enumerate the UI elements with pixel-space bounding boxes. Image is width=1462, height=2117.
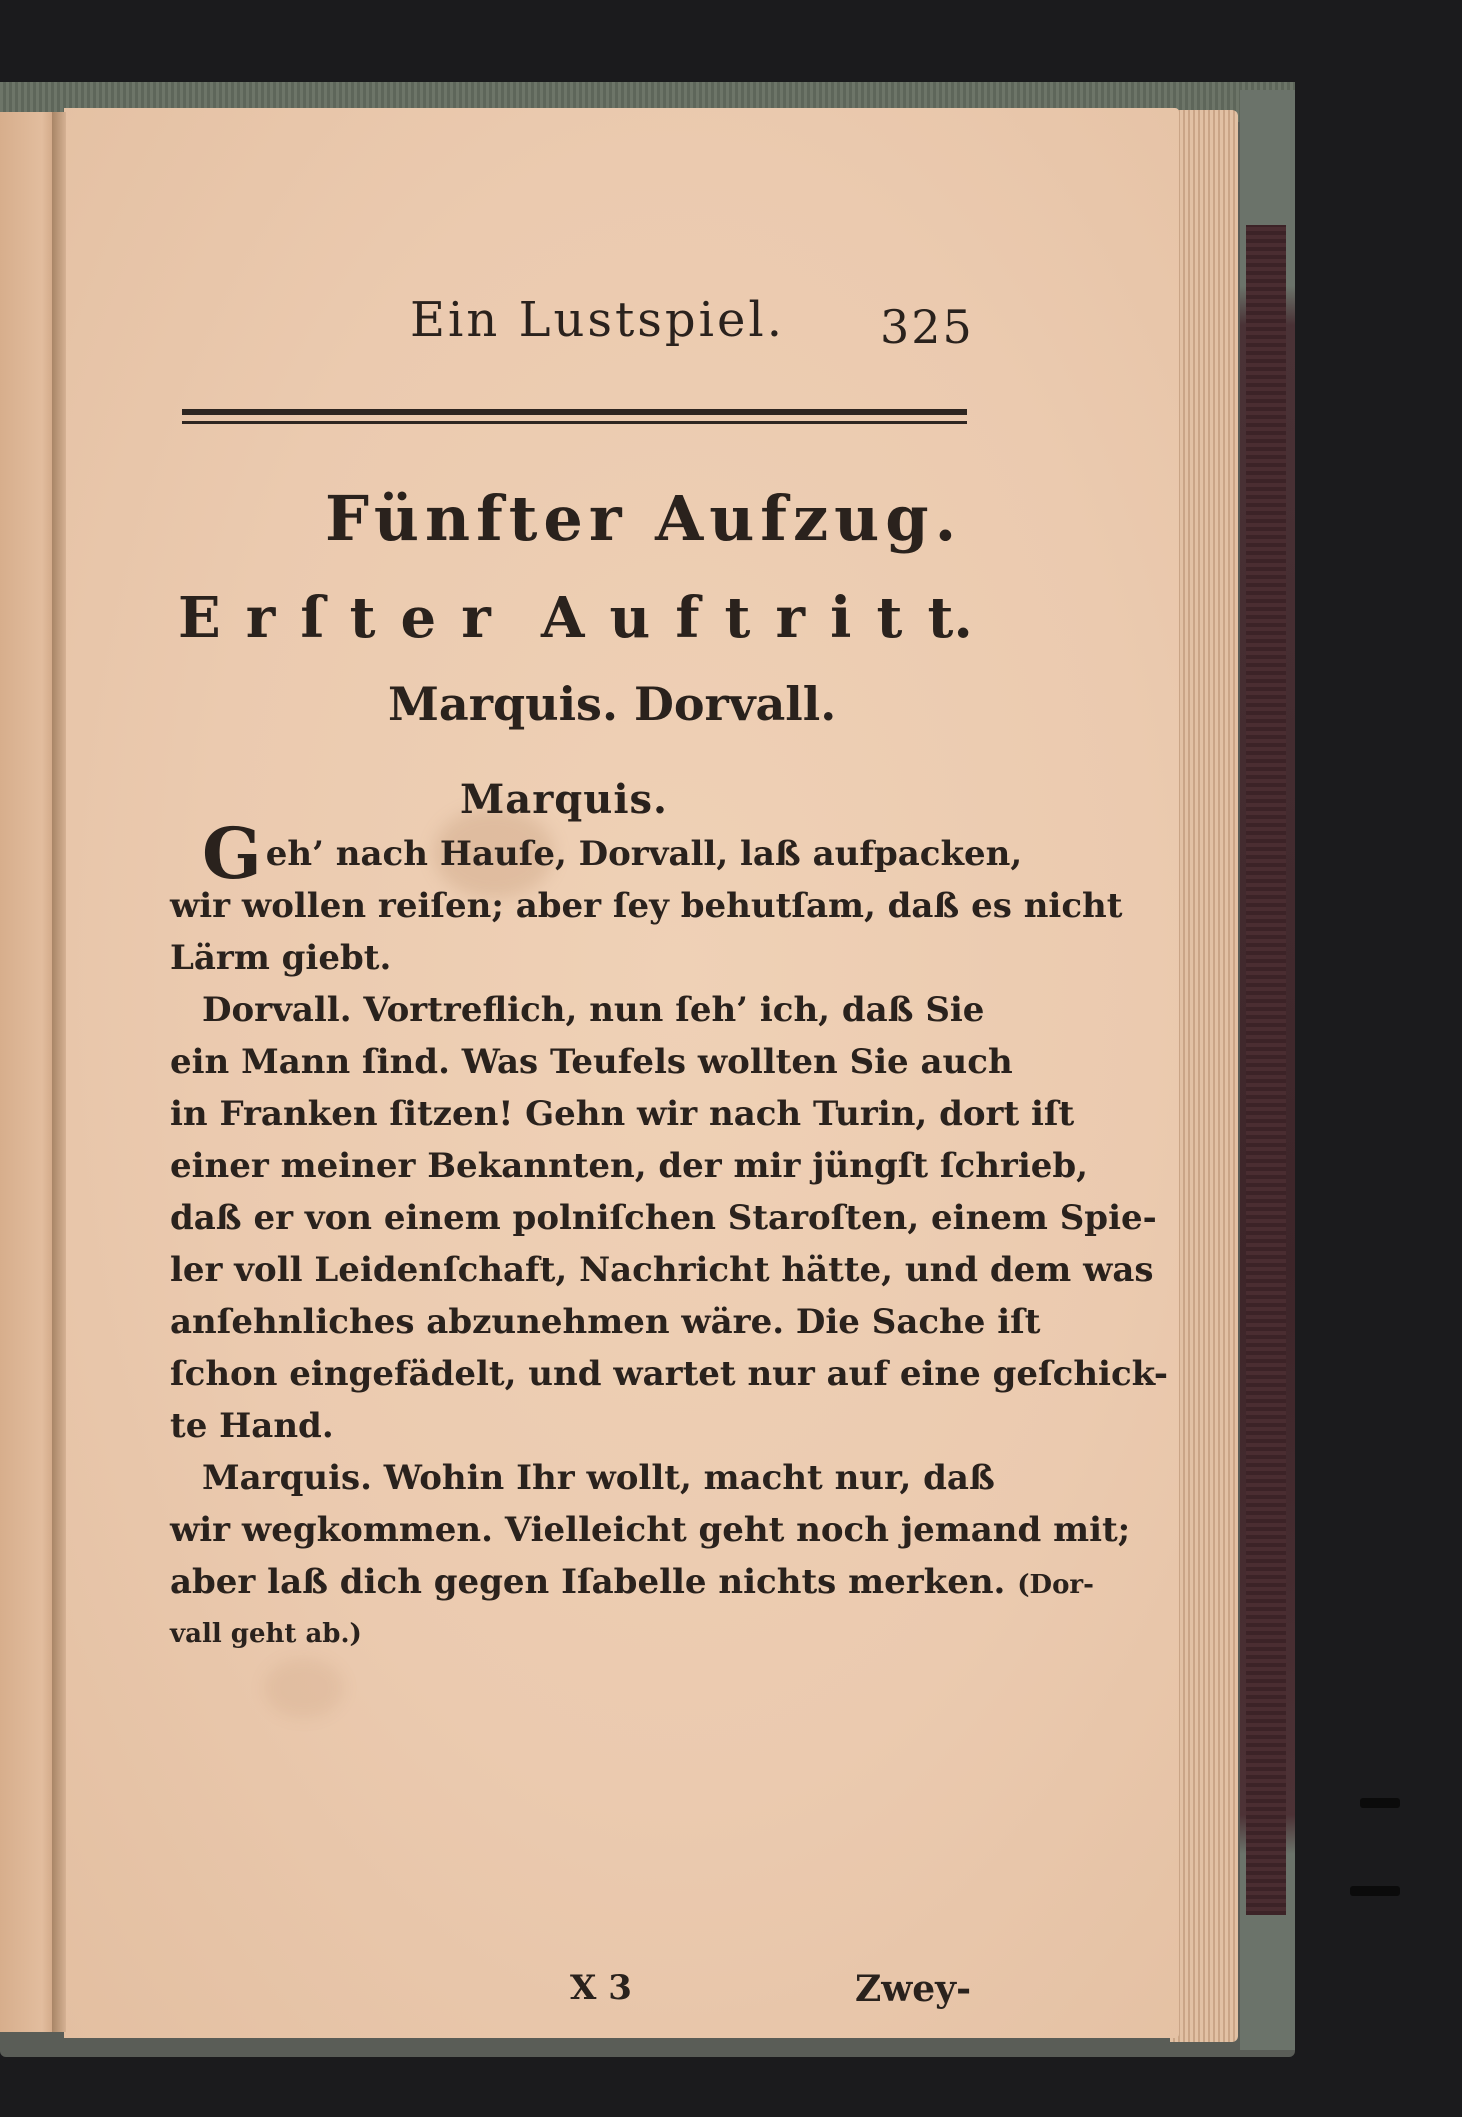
signature-mark: X 3 [570, 1968, 632, 2008]
edge-mark [1350, 1886, 1400, 1896]
text-line: wir wollen reiſen; aber ſey behutſam, daß es nicht [170, 886, 1123, 926]
spine-leather [1246, 225, 1286, 1915]
scene-heading-letter: r [461, 585, 491, 651]
body-text [170, 812, 1168, 1660]
scene-heading-letter: t [876, 585, 903, 651]
scene-heading-letter: i [830, 585, 852, 651]
scene-heading-letter: A [540, 585, 585, 651]
scene-heading-letter: e [400, 585, 437, 651]
page-number: 325 [880, 300, 974, 354]
text-line: Dorvall. Vortreflich, nun ſeh’ ich, daß Sie [202, 990, 985, 1030]
speaker-name: Marquis. [460, 776, 668, 823]
text-line: anſehnliches abzunehmen wäre. Die Sache iſt [170, 1302, 1041, 1342]
facing-page-edge [0, 112, 60, 2032]
stage-direction: (Dor- [1017, 1570, 1094, 1600]
header-rule-thin [182, 421, 967, 424]
scene-heading-letter: r [775, 585, 806, 651]
scene-heading-letter: t [724, 585, 751, 651]
text-line: ſchon eingefädelt, und wartet nur auf eine geſchick- [170, 1354, 1168, 1394]
text-line: ler voll Leidenſchaft, Nachricht hätte, und dem was [170, 1250, 1154, 1290]
text-line: Marquis. Wohin Ihr wollt, macht nur, daß [202, 1458, 995, 1498]
scene-heading-letter: t [349, 585, 376, 651]
text-line: ein Mann ſind. Was Teufels wollten Sie auch [170, 1042, 1013, 1082]
header-rule-thick [182, 409, 967, 415]
text-line [170, 1556, 1094, 1608]
page-block-edges [1170, 110, 1238, 2042]
catchword: Zwey- [855, 1968, 972, 2010]
scene-heading-letter: r [245, 585, 276, 651]
text-line-content: eh’ nach Hauſe, Dorvall, laß aufpacken, [265, 834, 1023, 874]
stage-direction: vall geht ab.) [170, 1619, 362, 1649]
running-head: Ein Lustspiel. [410, 292, 785, 348]
text-line: wir wegkommen. Vielleicht geht noch jemand mit; [170, 1510, 1131, 1550]
page-gutter [52, 112, 66, 2032]
scene-heading [178, 585, 973, 651]
scene-heading-letter: f [675, 585, 700, 651]
foxing-stain [264, 1658, 344, 1718]
text-line: in Franken ſitzen! Gehn wir nach Turin, dort iſt [170, 1094, 1075, 1134]
text-line: einer meiner Bekannten, der mir jüngſt ſchrieb, [170, 1146, 1088, 1186]
scene-heading-letter: E [178, 585, 221, 651]
scene-heading-letter: u [609, 585, 651, 651]
text-line: daß er von einem polniſchen Staroſten, einem Spie- [170, 1198, 1157, 1238]
text-line: Lärm giebt. [170, 938, 392, 978]
text-line [170, 812, 1023, 895]
drop-cap: G [202, 812, 262, 895]
edge-mark [1360, 1798, 1400, 1808]
text-line-content: aber laß dich gegen Iſabelle nichts merken. [170, 1562, 1006, 1602]
text-line: te Hand. [170, 1406, 334, 1446]
scene-heading-letter: ſ [300, 585, 325, 651]
scene-heading-letter: t. [927, 585, 973, 651]
act-heading: Fünfter Aufzug. [325, 482, 963, 555]
cast-list: Marquis. Dorvall. [388, 677, 837, 731]
